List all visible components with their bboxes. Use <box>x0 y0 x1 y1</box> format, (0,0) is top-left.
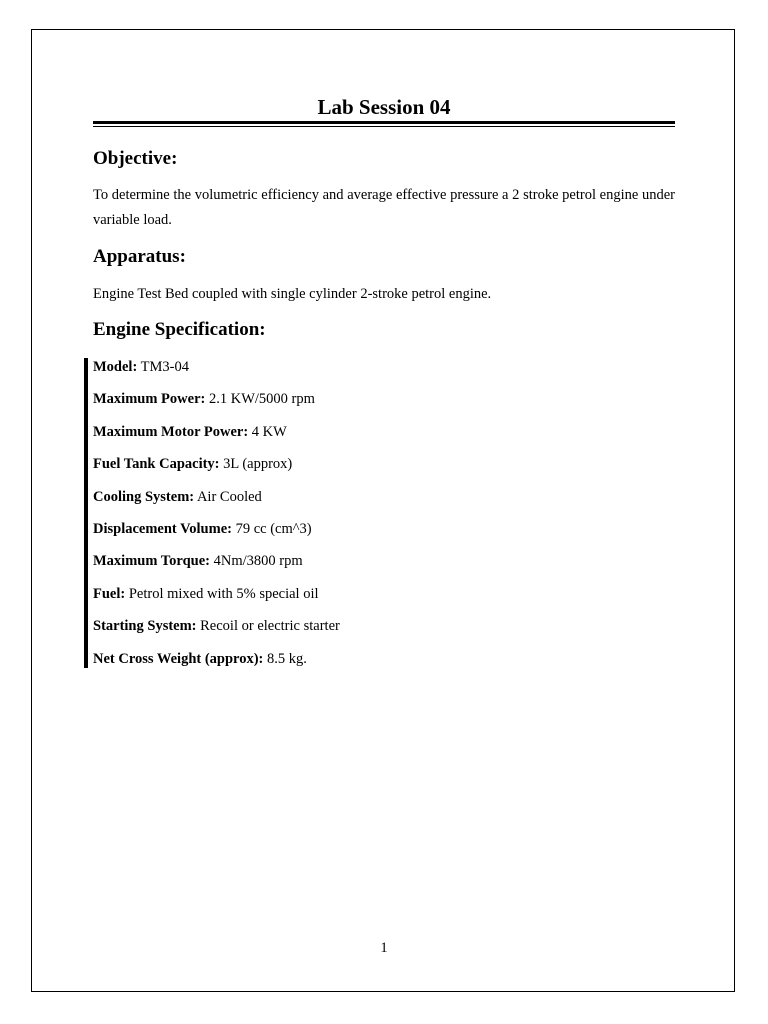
spec-label: Model: <box>93 359 138 375</box>
objective-text: To determine the volumetric efficiency and average effective pressure a 2 stroke petrol engine under variable load. <box>93 187 675 228</box>
apparatus-heading: Apparatus: <box>93 246 186 267</box>
spec-label: Net Cross Weight (approx): <box>93 650 264 667</box>
spec-item-fuel-tank-capacity <box>93 455 340 487</box>
apparatus-text: Engine Test Bed coupled with single cylinder 2-stroke petrol engine. <box>93 286 492 302</box>
page-title: Lab Session 04 <box>317 95 451 119</box>
spec-value: TM3-04 <box>140 359 190 375</box>
title-underline <box>93 121 675 127</box>
spec-item-maximum-power <box>93 390 340 422</box>
spec-label: Fuel: <box>93 585 126 602</box>
spec-value: 8.5 kg. <box>267 650 307 667</box>
spec-value: 79 cc (cm^3) <box>235 520 312 537</box>
spec-value: Recoil or electric starter <box>200 618 340 635</box>
specification-heading: Engine Specification: <box>93 319 266 340</box>
spec-item-cooling-system <box>93 488 340 520</box>
spec-label: Cooling System: <box>93 488 195 505</box>
spec-label: Maximum Torque: <box>93 553 210 570</box>
spec-value: 2.1 KW/5000 rpm <box>208 391 315 408</box>
spec-label: Fuel Tank Capacity: <box>93 456 220 473</box>
spec-item-starting-system <box>93 617 340 649</box>
spec-label: Displacement Volume: <box>93 520 232 537</box>
spec-label: Starting System: <box>93 618 197 635</box>
page-number: 1 <box>380 940 388 956</box>
spec-value: Air Cooled <box>196 488 262 505</box>
spec-label: Maximum Power: <box>93 391 206 408</box>
spec-item-net-cross-weight <box>93 650 340 682</box>
spec-value: Petrol mixed with 5% special oil <box>128 585 319 602</box>
spec-item-fuel <box>93 585 340 617</box>
spec-value: 4 KW <box>251 423 287 440</box>
spec-value: 4Nm/3800 rpm <box>213 553 303 570</box>
spec-item-displacement-volume <box>93 520 340 552</box>
spec-item-model <box>93 358 340 390</box>
specification-list <box>93 358 340 682</box>
spec-item-maximum-motor-power <box>93 423 340 455</box>
spec-item-maximum-torque <box>93 552 340 584</box>
specification-margin-bar <box>84 358 88 668</box>
objective-heading: Objective: <box>93 148 178 169</box>
spec-label: Maximum Motor Power: <box>93 423 249 440</box>
spec-value: 3L (approx) <box>223 456 293 473</box>
